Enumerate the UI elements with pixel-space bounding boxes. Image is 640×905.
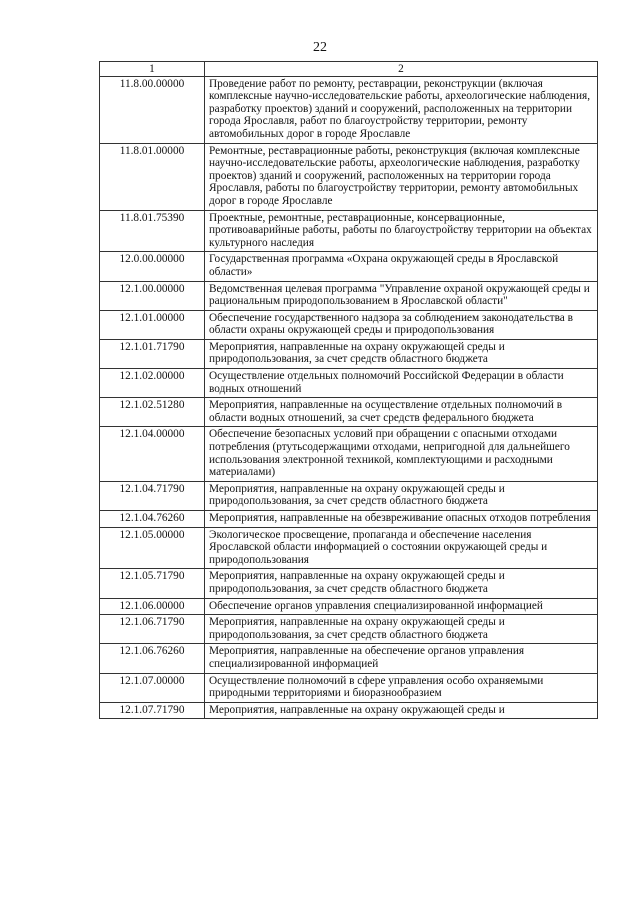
table-row	[100, 310, 598, 339]
row-description: Осуществление отдельных полномочий Российской Федерации в области водных отношений	[205, 369, 598, 398]
row-description: Осуществление полномочий в сфере управления особо охраняемыми природными территориями и биоразнообразием	[205, 673, 598, 702]
row-description: Проведение работ по ремонту, реставрации, реконструкции (включая комплексные научно-исследовательские работы, археологические наблюдения, разработку проектов) зданий и сооружений, расположенных на территории города Ярославля, работ по благоустройству территории, ремонту автомобильных дорог в городе Ярославле	[205, 76, 598, 143]
table-row	[100, 527, 598, 569]
row-description: Проектные, ремонтные, реставрационные, консервационные, противоаварийные работы, работы по благоустройству территории на объектах культурного наследия	[205, 210, 598, 252]
row-description: Мероприятия, направленные на охрану окружающей среды и природопользования, за счет средств областного бюджета	[205, 569, 598, 598]
table-row	[100, 398, 598, 427]
table-row	[100, 673, 598, 702]
table-row	[100, 644, 598, 673]
table-row	[100, 598, 598, 615]
table-row	[100, 143, 598, 210]
budget-classification-table	[99, 61, 598, 719]
table-row	[100, 210, 598, 252]
column-header-2: 2	[205, 62, 598, 77]
row-code: 12.1.04.00000	[100, 427, 205, 481]
table-row	[100, 281, 598, 310]
row-description: Мероприятия, направленные на обезвреживание опасных отходов потребления	[205, 511, 598, 528]
row-code: 12.1.01.71790	[100, 339, 205, 368]
row-description: Мероприятия, направленные на охрану окружающей среды и природопользования, за счет средств областного бюджета	[205, 481, 598, 510]
row-code: 12.1.04.71790	[100, 481, 205, 510]
row-code: 12.1.05.71790	[100, 569, 205, 598]
row-code: 12.0.00.00000	[100, 252, 205, 281]
row-code: 11.8.00.00000	[100, 76, 205, 143]
row-description: Обеспечение безопасных условий при обращении с опасными отходами потребления (ртутьсодержащими отходами, непригодной для дальнейшего использования электронной техникой, комплектующими и расходными материалами)	[205, 427, 598, 481]
row-code: 12.1.01.00000	[100, 310, 205, 339]
row-description: Мероприятия, направленные на осуществление отдельных полномочий в области водных отношений, за счет средств федерального бюджета	[205, 398, 598, 427]
row-description: Ремонтные, реставрационные работы, реконструкция (включая комплексные научно-исследовательские работы, археологические наблюдения, разработку проектов) зданий и сооружений, расположенных на территории города Ярославля, работы по благоустройству территории, ремонту автомобильных дорог в городе Ярославле	[205, 143, 598, 210]
table-header-row	[100, 62, 598, 77]
row-description: Экологическое просвещение, пропаганда и обеспечение населения Ярославской области информацией о состоянии окружающей среды и природопользования	[205, 527, 598, 569]
table-row	[100, 481, 598, 510]
table-row	[100, 427, 598, 481]
row-description: Обеспечение государственного надзора за соблюдением законодательства в области охраны окружающей среды и природопользования	[205, 310, 598, 339]
row-code: 12.1.06.71790	[100, 615, 205, 644]
row-code: 12.1.05.00000	[100, 527, 205, 569]
row-description: Мероприятия, направленные на охрану окружающей среды и	[205, 702, 598, 719]
table-row	[100, 702, 598, 719]
row-code: 11.8.01.75390	[100, 210, 205, 252]
table-row	[100, 615, 598, 644]
row-description: Мероприятия, направленные на охрану окружающей среды и природопользования, за счет средств областного бюджета	[205, 615, 598, 644]
row-code: 12.1.07.71790	[100, 702, 205, 719]
table-row	[100, 369, 598, 398]
table-row	[100, 339, 598, 368]
row-code: 12.1.06.76260	[100, 644, 205, 673]
row-code: 12.1.06.00000	[100, 598, 205, 615]
row-description: Ведомственная целевая программа "Управление охраной окружающей среды и рациональным природопользованием в Ярославской области"	[205, 281, 598, 310]
row-description: Мероприятия, направленные на обеспечение органов управления специализированной информацией	[205, 644, 598, 673]
page-number: 22	[313, 40, 327, 55]
table-row	[100, 569, 598, 598]
row-code: 11.8.01.00000	[100, 143, 205, 210]
table-row	[100, 252, 598, 281]
row-code: 12.1.07.00000	[100, 673, 205, 702]
table-row	[100, 511, 598, 528]
table-row	[100, 76, 598, 143]
row-description: Мероприятия, направленные на охрану окружающей среды и природопользования, за счет средств областного бюджета	[205, 339, 598, 368]
row-description: Обеспечение органов управления специализированной информацией	[205, 598, 598, 615]
column-header-1: 1	[100, 62, 205, 77]
row-description: Государственная программа «Охрана окружающей среды в Ярославской области»	[205, 252, 598, 281]
row-code: 12.1.04.76260	[100, 511, 205, 528]
row-code: 12.1.02.51280	[100, 398, 205, 427]
row-code: 12.1.00.00000	[100, 281, 205, 310]
row-code: 12.1.02.00000	[100, 369, 205, 398]
